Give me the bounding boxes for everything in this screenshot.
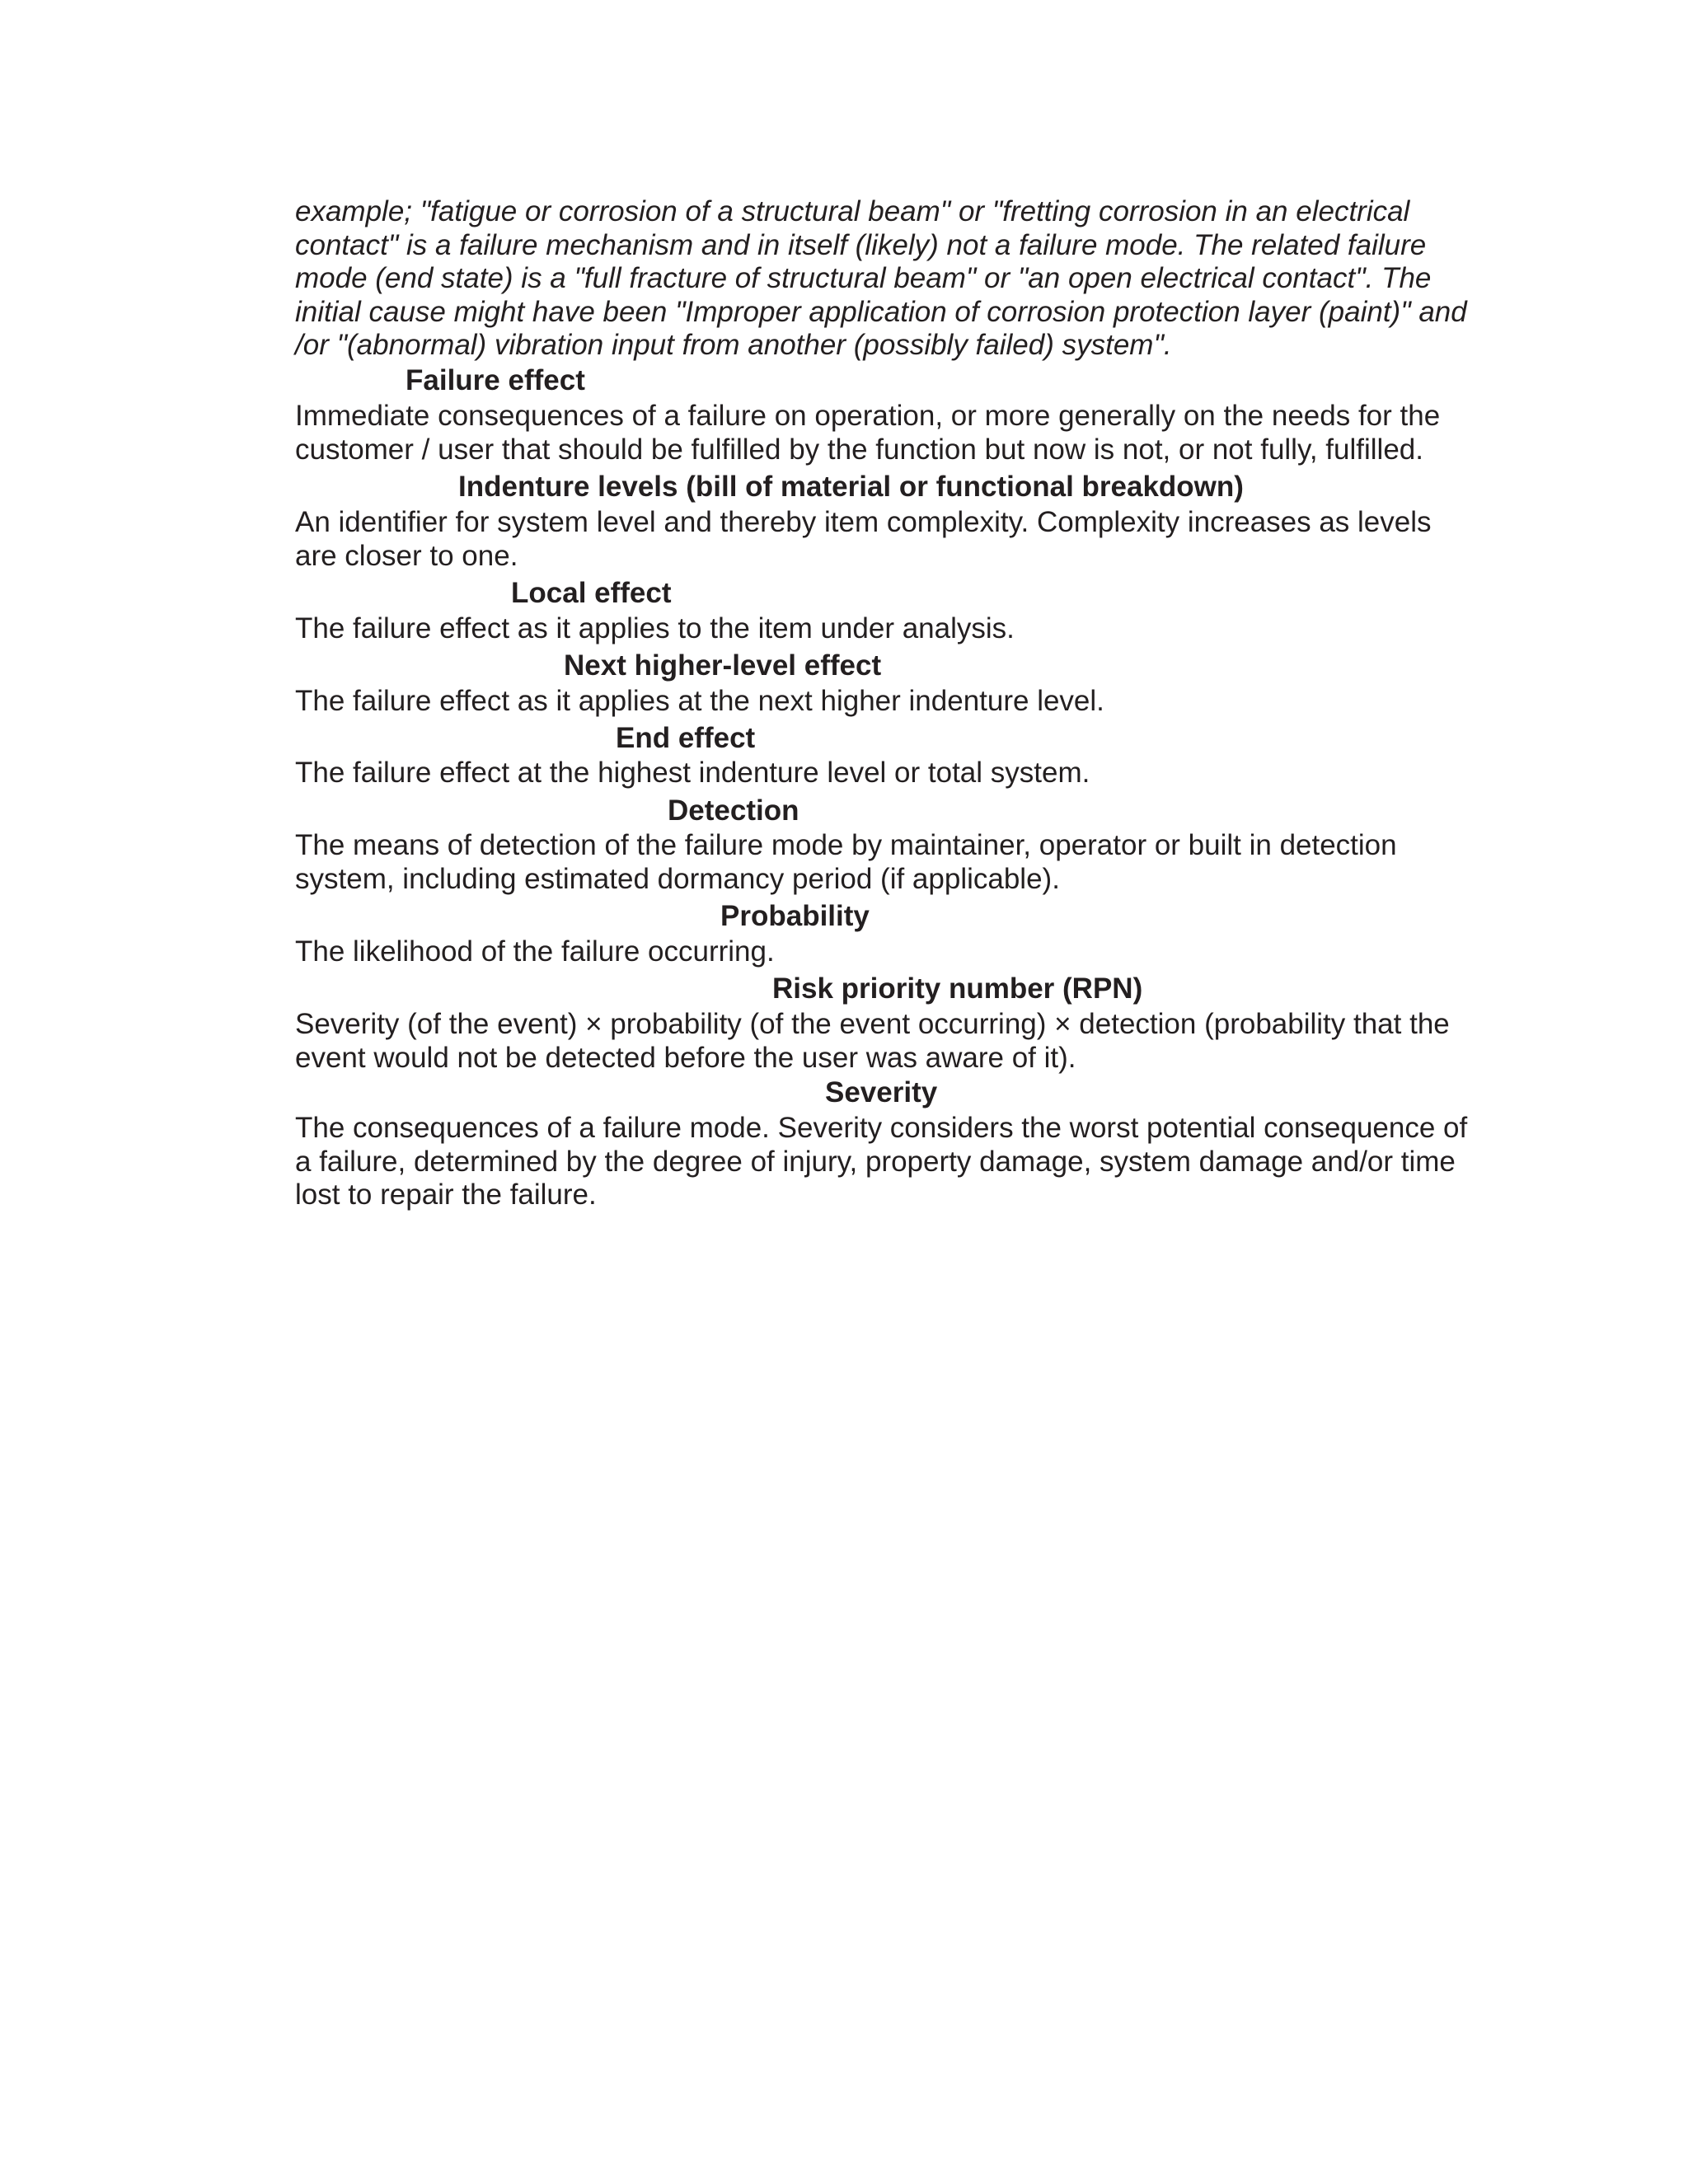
body-line: The failure effect at the highest indenture level or total system. [295, 757, 1090, 789]
intro-paragraph [295, 195, 1474, 363]
section-body-failure-effect [295, 400, 1474, 466]
body-line: The consequences of a failure mode. Severity considers the worst potential consequence of [295, 1112, 1468, 1144]
section-heading-end-effect: End effect [616, 722, 756, 754]
section-body-probability [295, 935, 1474, 969]
body-line: customer / user that should be fulfilled by the function but now is not, or not fully, fulfilled. [295, 433, 1423, 466]
section-heading-indenture-levels: Indenture levels (bill of material or functional breakdown) [458, 471, 1244, 503]
intro-line: contact" is a failure mechanism and in itself (likely) not a failure mode. The related failure [295, 228, 1427, 261]
section-heading-probability: Probability [720, 900, 870, 932]
section-heading-risk-priority-number: Risk priority number (RPN) [772, 972, 1143, 1005]
section-heading-detection: Detection [668, 794, 799, 827]
intro-line: example; "fatigue or corrosion of a structural beam" or "fretting corrosion in an electrical [295, 195, 1410, 227]
section-body-local-effect [295, 612, 1474, 646]
intro-line: mode (end state) is a "full fracture of structural beam" or "an open electrical contact". The [295, 262, 1432, 294]
body-line: event would not be detected before the user was aware of it). [295, 1041, 1076, 1074]
body-line: system, including estimated dormancy period (if applicable). [295, 862, 1060, 895]
section-body-severity [295, 1112, 1474, 1212]
section-body-indenture-levels [295, 506, 1474, 573]
body-line: The failure effect as it applies at the next higher indenture level. [295, 685, 1104, 717]
body-line: are closer to one. [295, 539, 518, 572]
body-line: An identifier for system level and thereby item complexity. Complexity increases as levels [295, 506, 1432, 538]
section-body-next-higher-level-effect [295, 685, 1474, 719]
section-body-risk-priority-number [295, 1008, 1474, 1075]
body-line: lost to repair the failure. [295, 1179, 597, 1211]
body-line: Immediate consequences of a failure on operation, or more generally on the needs for the [295, 400, 1441, 432]
intro-line: initial cause might have been "Improper application of corrosion protection layer (paint)" and [295, 295, 1467, 328]
body-line: The likelihood of the failure occurring. [295, 935, 775, 968]
section-heading-next-higher-level-effect: Next higher-level effect [564, 649, 882, 682]
section-heading-local-effect: Local effect [511, 577, 672, 609]
section-body-end-effect [295, 757, 1474, 790]
body-line: a failure, determined by the degree of injury, property damage, system damage and/or time [295, 1145, 1456, 1178]
body-line: The means of detection of the failure mode by maintainer, operator or built in detection [295, 829, 1397, 861]
section-heading-failure-effect: Failure effect [406, 364, 585, 396]
intro-line: /or "(abnormal) vibration input from another (possibly failed) system". [295, 329, 1172, 361]
body-line: Severity (of the event) × probability (of the event occurring) × detection (probability that the [295, 1008, 1450, 1040]
section-body-detection [295, 829, 1474, 896]
body-line: The failure effect as it applies to the item under analysis. [295, 612, 1015, 644]
section-heading-severity: Severity [825, 1076, 938, 1108]
